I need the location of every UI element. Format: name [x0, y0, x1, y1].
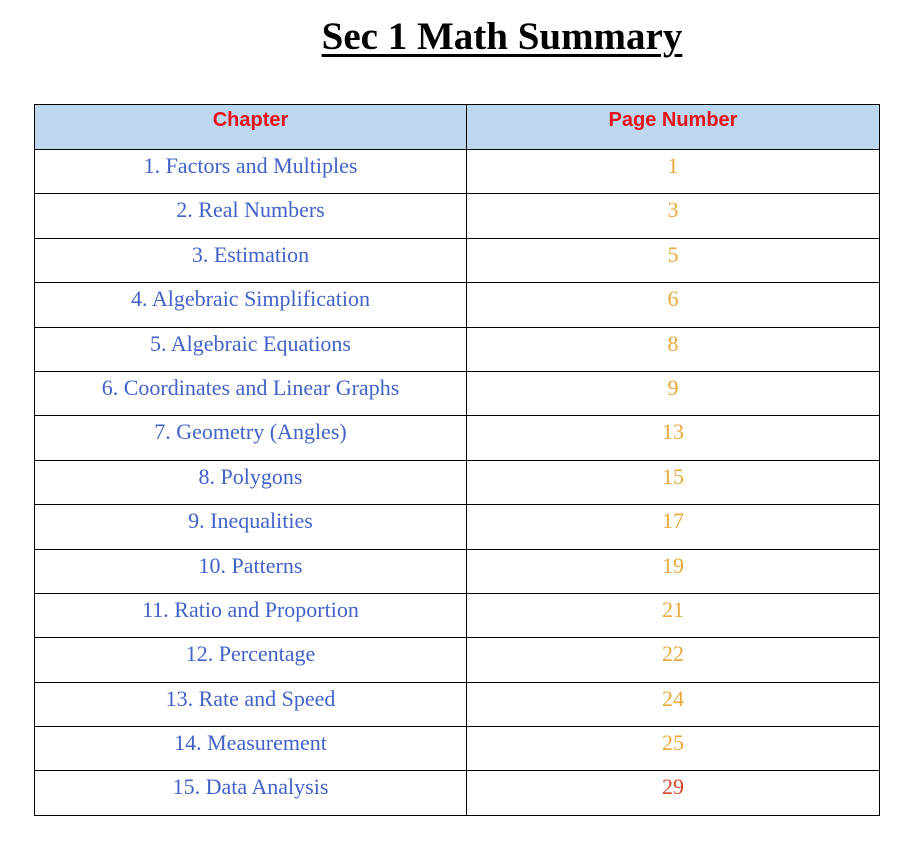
chapter-cell: 2. Real Numbers: [35, 194, 467, 238]
table-row: [35, 371, 880, 415]
page-number-cell: 15: [467, 460, 880, 504]
table-row: [35, 505, 880, 549]
contents-table: [34, 104, 880, 816]
table-row: [35, 593, 880, 637]
page-number-cell: 17: [467, 505, 880, 549]
column-header-page-number: Page Number: [467, 105, 880, 150]
table-row: [35, 327, 880, 371]
table-row: [35, 549, 880, 593]
table-row: [35, 238, 880, 282]
table-row: [35, 194, 880, 238]
chapter-cell: 14. Measurement: [35, 727, 467, 771]
chapter-cell: 1. Factors and Multiples: [35, 150, 467, 194]
page-number-cell: 1: [467, 150, 880, 194]
table-row: [35, 460, 880, 504]
chapter-cell: 5. Algebraic Equations: [35, 327, 467, 371]
chapter-cell: 9. Inequalities: [35, 505, 467, 549]
table-body: [35, 150, 880, 816]
page-number-cell: 19: [467, 549, 880, 593]
page-number-cell: 21: [467, 593, 880, 637]
page-number-cell: 6: [467, 283, 880, 327]
chapter-cell: 8. Polygons: [35, 460, 467, 504]
chapter-cell: 4. Algebraic Simplification: [35, 283, 467, 327]
table-row: [35, 682, 880, 726]
table-row: [35, 727, 880, 771]
chapter-cell: 15. Data Analysis: [35, 771, 467, 815]
page-number-cell: 3: [467, 194, 880, 238]
column-header-chapter: Chapter: [35, 105, 467, 150]
page-number-cell: 13: [467, 416, 880, 460]
table-row: [35, 283, 880, 327]
page-number-cell: 25: [467, 727, 880, 771]
table-row: [35, 638, 880, 682]
chapter-cell: 7. Geometry (Angles): [35, 416, 467, 460]
page-number-cell: 29: [467, 771, 880, 815]
chapter-cell: 12. Percentage: [35, 638, 467, 682]
table-header-row: [35, 105, 880, 150]
page-number-cell: 22: [467, 638, 880, 682]
chapter-cell: 6. Coordinates and Linear Graphs: [35, 371, 467, 415]
page-number-cell: 5: [467, 238, 880, 282]
page-number-cell: 9: [467, 371, 880, 415]
chapter-cell: 13. Rate and Speed: [35, 682, 467, 726]
page-title: Sec 1 Math Summary: [321, 15, 683, 58]
chapter-cell: 10. Patterns: [35, 549, 467, 593]
table-row: [35, 771, 880, 815]
table-row: [35, 150, 880, 194]
chapter-cell: 3. Estimation: [35, 238, 467, 282]
page-number-cell: 8: [467, 327, 880, 371]
table-row: [35, 416, 880, 460]
chapter-cell: 11. Ratio and Proportion: [35, 593, 467, 637]
page-number-cell: 24: [467, 682, 880, 726]
